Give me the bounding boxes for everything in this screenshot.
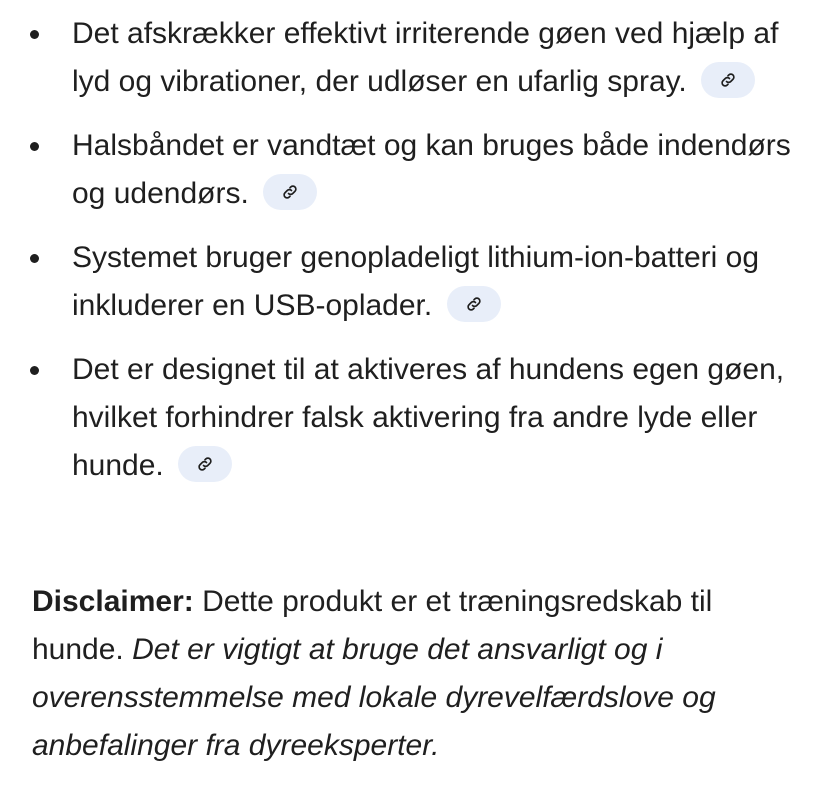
disclaimer-text: Dette produkt er et træningsredskab til hunde. xyxy=(32,585,713,666)
bullet-dot xyxy=(30,30,39,39)
disclaimer-label: Disclaimer: xyxy=(32,585,194,618)
source-link-button[interactable] xyxy=(178,446,232,482)
link-icon xyxy=(196,455,214,473)
list-item xyxy=(0,346,826,490)
list-item xyxy=(0,122,826,218)
link-icon xyxy=(465,295,483,313)
bullet-dot xyxy=(30,254,39,263)
list-item xyxy=(0,234,826,330)
link-icon xyxy=(719,71,737,89)
bullet-dot xyxy=(30,142,39,151)
disclaimer-paragraph xyxy=(32,578,802,770)
source-link-button[interactable] xyxy=(701,62,755,98)
bullet-text: Systemet bruger genopladeligt lithium-ion-batteri og inkluderer en USB-oplader. xyxy=(72,241,760,322)
source-link-button[interactable] xyxy=(447,286,501,322)
list-item xyxy=(0,10,826,106)
bullet-text: Det er designet til at aktiveres af hundens egen gøen, hvilket forhindrer falsk aktivering fra andre lyde eller hunde. xyxy=(72,353,785,482)
disclaimer-italic-text: Det er vigtigt at bruge det ansvarligt og i overensstemmelse med lokale dyrevelfærdslove og anbefalinger fra dyreeksperter. xyxy=(32,633,716,762)
bullet-text: Det afskrækker effektivt irriterende gøen ved hjælp af lyd og vibrationer, der udløser en ufarlig spray. xyxy=(72,17,779,98)
bullet-list xyxy=(0,10,826,506)
source-link-button[interactable] xyxy=(263,174,317,210)
bullet-text: Halsbåndet er vandtæt og kan bruges både indendørs og udendørs. xyxy=(72,129,791,210)
link-icon xyxy=(281,183,299,201)
bullet-dot xyxy=(30,366,39,375)
